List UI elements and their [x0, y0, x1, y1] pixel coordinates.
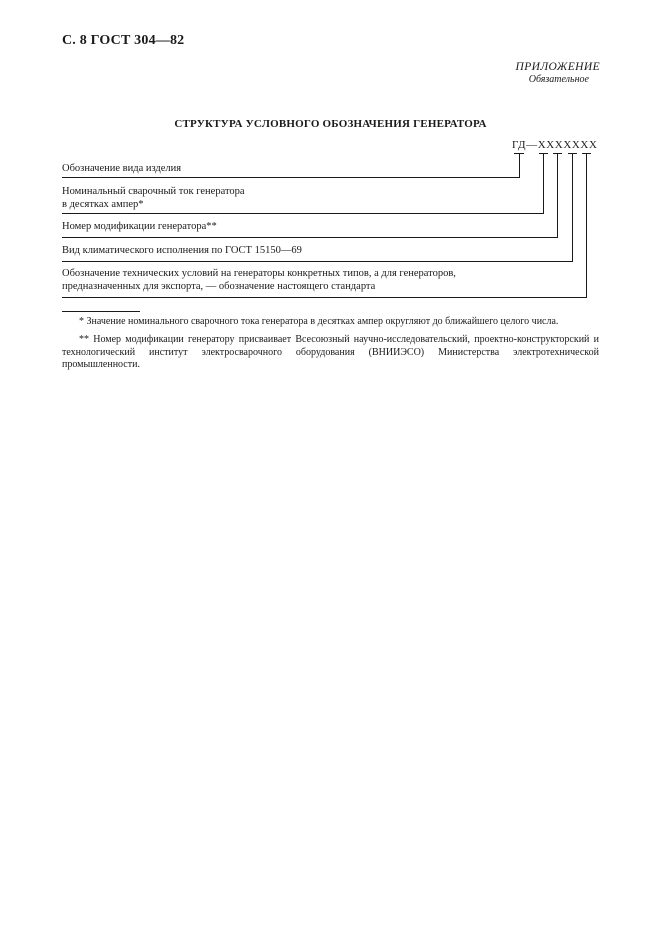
page-header: С. 8 ГОСТ 304—82 [62, 33, 185, 48]
connector-vertical [543, 153, 544, 213]
structure-item-climatic [62, 245, 302, 258]
structure-item-modification [62, 221, 217, 234]
structure-item-specs [62, 268, 456, 293]
structure-item-line: предназначенных для экспорта, — обозначение настоящего стандарта [62, 280, 376, 292]
structure-item-line: Номинальный сварочный ток генератора [62, 186, 245, 197]
structure-item-welding-current [62, 186, 245, 211]
connector-horizontal [62, 261, 573, 262]
footnote-separator [62, 311, 140, 312]
connector-horizontal [62, 213, 544, 214]
designation-code: ГД—ХХХХХХХ [512, 139, 598, 151]
appendix-type: Обязательное [528, 74, 589, 85]
appendix-label: ПРИЛОЖЕНИЕ [515, 61, 600, 73]
connector-horizontal [62, 297, 587, 298]
connector-vertical [586, 153, 587, 297]
connector-horizontal [62, 237, 558, 238]
connector-vertical [572, 153, 573, 261]
structure-item-product-type [62, 163, 181, 176]
footnote-2: ** Номер модификации генератору присваивает Всесоюзный научно-исследовательский, проектно-конструкторский и технологический институт электросварочного оборудования (ВНИИЭСО) Министерства электротехнической промышленности. [62, 334, 599, 370]
structure-item-line: Вид климатического исполнения по ГОСТ 15150—69 [62, 245, 302, 256]
connector-horizontal [62, 177, 520, 178]
connector-vertical [557, 153, 558, 237]
footnote-1: * Значение номинального сварочного тока генератора в десятках ампер округляют до ближайшего целого числа. [79, 316, 559, 327]
structure-title: СТРУКТУРА УСЛОВНОГО ОБОЗНАЧЕНИЯ ГЕНЕРАТОРА [174, 118, 487, 130]
structure-item-line: Обозначение технических условий на генераторы конкретных типов, а для генераторов, [62, 268, 456, 279]
structure-item-line: Номер модификации генератора** [62, 221, 217, 232]
structure-item-line: Обозначение вида изделия [62, 163, 182, 174]
structure-item-line: в десятках ампер* [62, 198, 144, 210]
connector-vertical [519, 153, 520, 177]
